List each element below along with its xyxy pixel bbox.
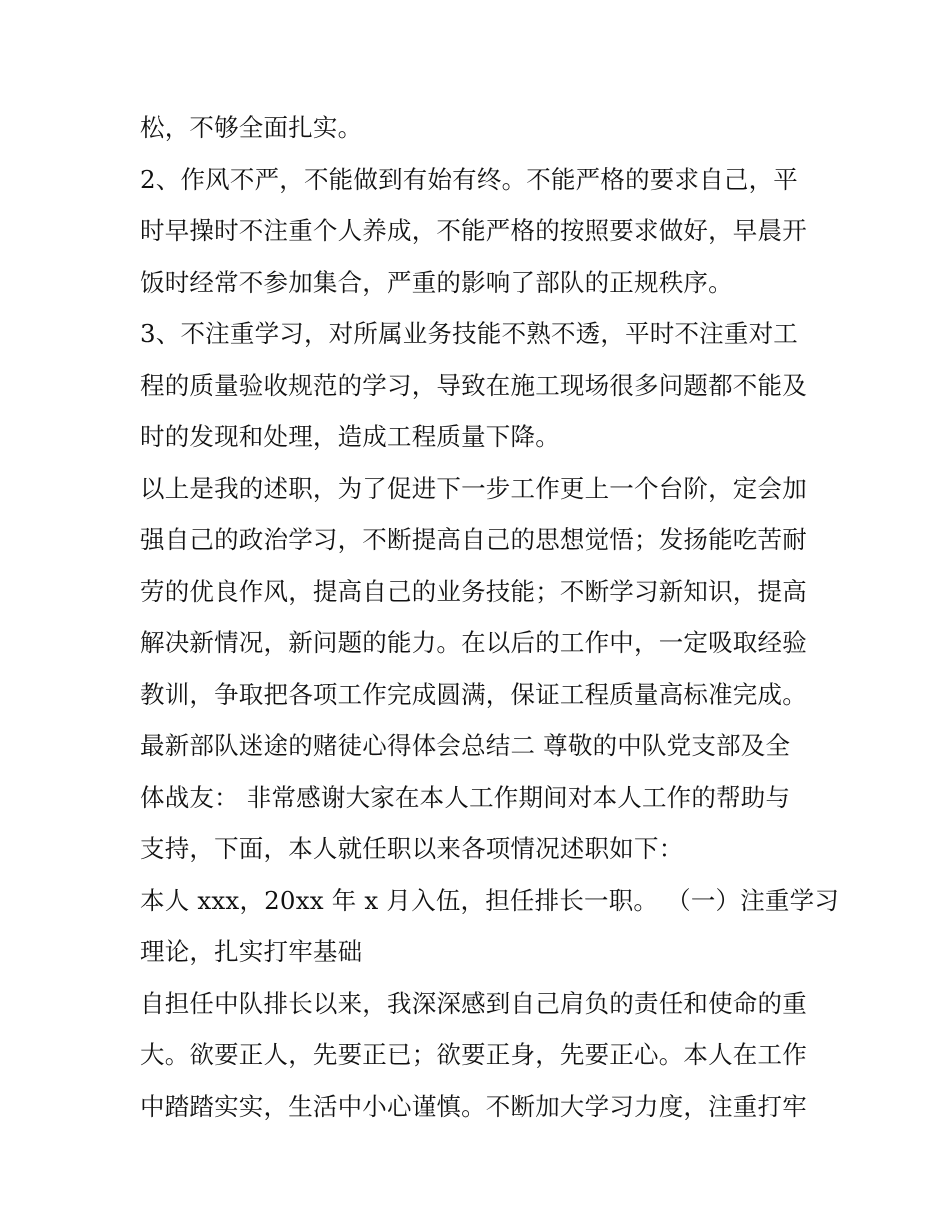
text-line: 时早操时不注重个人养成，不能严格的按照要求做好，早晨开 [140, 216, 807, 245]
text-line: 理论，扎实打牢基础 [140, 937, 363, 966]
text-line: 时的发现和处理，造成工程质量下降。 [140, 422, 560, 451]
text-line: 3、不注重学习，对所属业务技能不熟不透，平时不注重对工 [140, 319, 798, 348]
document-page [140, 102, 840, 1132]
text-line: 2、作风不严，不能做到有始有终。不能严格的要求自己，平 [140, 164, 798, 194]
text-line: 本人 xxx，20xx 年 x 月入伍，担任排长一职。 （一）注重学习 [140, 885, 840, 915]
text-line: 自担任中队排长以来，我深深感到自己肩负的责任和使命的重 [140, 988, 807, 1018]
text-line: 松，不够全面扎实。 [140, 113, 363, 142]
text-line: 大。欲要正人，先要正已；欲要正身，先要正心。本人在工作 [140, 1040, 807, 1069]
text-line: 劳的优良作风，提高自己的业务技能；不断学习新知识，提高 [140, 576, 807, 606]
text-line: 中踏踏实实，生活中小心谨慎。不断加大学习力度，注重打牢 [140, 1091, 807, 1121]
text-line: 饭时经常不参加集合，严重的影响了部队的正规秩序。 [140, 267, 733, 297]
text-line: 强自己的政治学习，不断提高自己的思想觉悟；发扬能吃苦耐 [140, 525, 807, 554]
text-line: 体战友： 非常感谢大家在本人工作期间对本人工作的帮助与 [140, 782, 791, 812]
text-line: 教训，争取把各项工作完成圆满，保证工程质量高标准完成。 [140, 679, 807, 709]
text-line: 解决新情况，新问题的能力。在以后的工作中，一定吸取经验 [140, 628, 807, 657]
text-line: 程的质量验收规范的学习，导致在施工现场很多问题都不能及 [140, 370, 807, 400]
text-line: 支持，下面，本人就任职以来各项情况述职如下： [140, 834, 684, 863]
text-line: 最新部队迷途的赌徒心得体会总结二 尊敬的中队党支部及全 [140, 731, 791, 760]
text-line: 以上是我的述职，为了促进下一步工作更上一个台阶，定会加 [140, 473, 807, 503]
